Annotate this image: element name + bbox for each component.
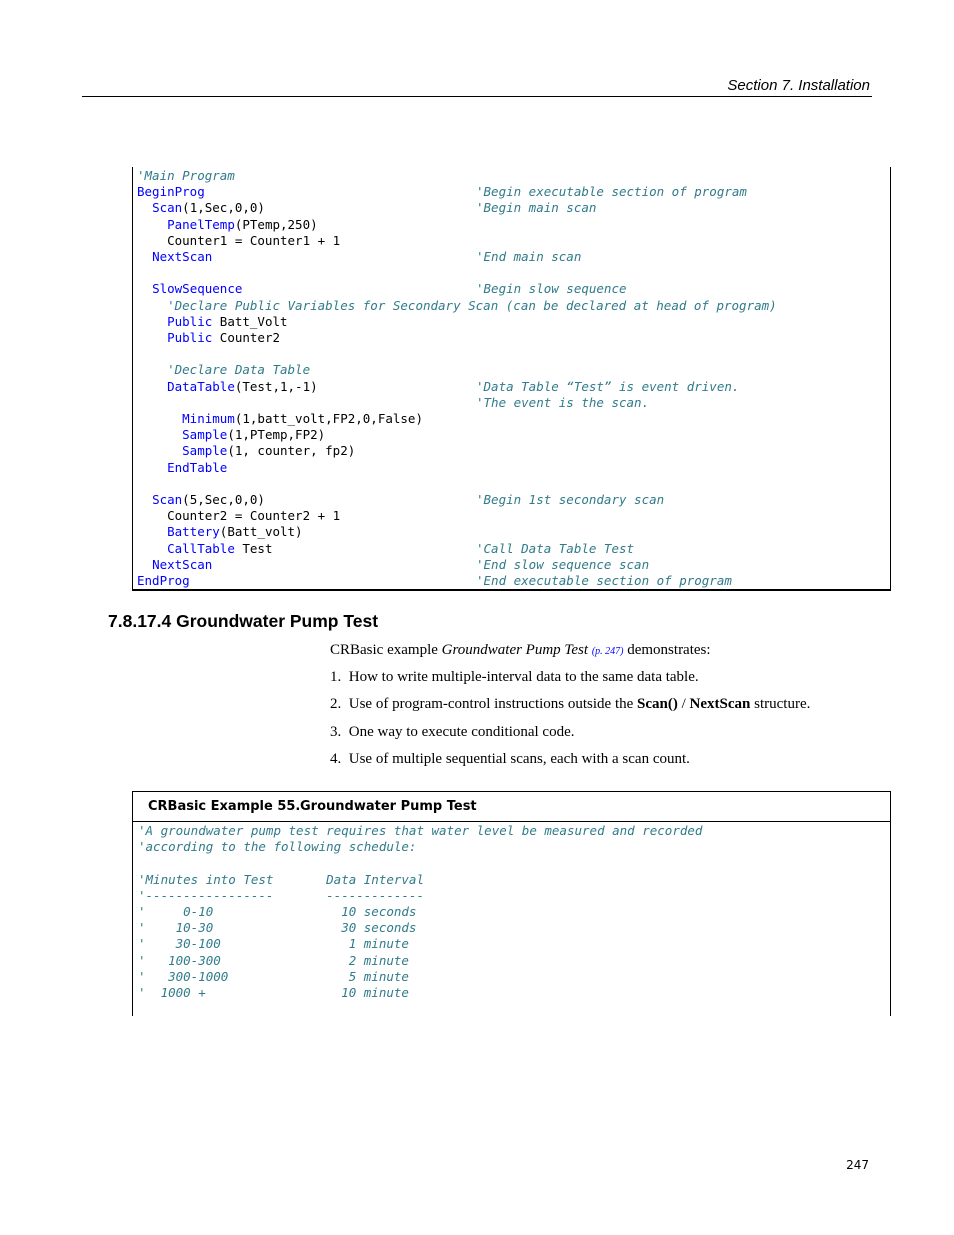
code-text: Counter2 — [212, 330, 280, 345]
code-line — [137, 314, 288, 330]
code-line — [137, 524, 303, 540]
code-keyword: PanelTemp — [167, 216, 235, 232]
code-line — [137, 427, 325, 443]
example-caption — [133, 792, 890, 822]
code-comment: 'Declare Public Variables for Secondary Scan (can be declared at head of program) — [167, 297, 777, 313]
code-text — [137, 314, 167, 329]
code-text — [137, 443, 182, 458]
code-comment: 'End executable section of program — [476, 573, 732, 588]
code-line — [137, 298, 777, 314]
code-text: (PTemp,250) — [234, 216, 318, 232]
code-line — [137, 411, 423, 427]
code-comment-line: 'according to the following schedule: — [138, 839, 417, 855]
code-text — [137, 524, 167, 539]
code-comment: 'End main scan — [476, 249, 582, 264]
code-text — [137, 217, 167, 232]
code-text: (5,Sec,0,0) — [182, 492, 265, 507]
code-text — [137, 249, 152, 264]
code-keyword: Minimum — [182, 411, 235, 426]
code-text: (1,Sec,0,0) — [182, 200, 265, 216]
code-text — [137, 298, 167, 313]
code-listing — [132, 167, 891, 591]
code-line — [137, 233, 340, 249]
code-keyword: CallTable — [167, 540, 235, 556]
intro-paragraph: CRBasic example Groundwater Pump Test (p. 247) demonstrates: — [330, 642, 711, 658]
code-keyword: DataTable — [167, 378, 235, 394]
code-text: Counter2 = Counter2 + 1 — [137, 508, 341, 524]
code-comment: 'The event is the scan. — [476, 394, 650, 410]
code-text: (1, counter, fp2) — [227, 443, 356, 459]
code-text — [137, 379, 167, 394]
code-line — [137, 362, 310, 378]
code-comment-line: ' 30-100 1 minute — [138, 936, 409, 952]
code-line — [137, 184, 205, 200]
code-line — [137, 379, 318, 395]
example-label: CRBasic Example 55. — [148, 799, 301, 814]
code-comment: 'Begin 1st secondary scan — [476, 492, 665, 507]
page-header — [82, 75, 872, 97]
code-comment-line: ' 10-30 30 seconds — [138, 920, 417, 936]
code-comment: 'Begin slow sequence — [476, 281, 627, 297]
code-text: (Batt_volt) — [219, 524, 303, 540]
code-line — [137, 492, 265, 508]
code-text — [137, 411, 182, 426]
code-line — [137, 168, 235, 184]
page-reference-link[interactable]: (p. 247) — [591, 646, 624, 657]
section-title: 7.8.17.4 Groundwater Pump Test — [108, 611, 379, 631]
code-text: Batt_Volt — [212, 313, 288, 329]
code-comment-line: 'Minutes into Test Data Interval — [138, 871, 424, 887]
example-title: Groundwater Pump Test — [300, 799, 477, 814]
code-comment-line: 'A groundwater pump test requires that water level be measured and recorded — [138, 823, 703, 838]
code-text: (1,batt_volt,FP2,0,False) — [234, 411, 423, 426]
code-keyword: Sample — [182, 443, 228, 459]
code-text — [137, 541, 167, 556]
code-text — [137, 362, 167, 377]
code-keyword: NextScan — [152, 249, 213, 264]
code-text — [137, 460, 167, 475]
code-text — [137, 427, 182, 442]
code-text — [137, 200, 152, 215]
code-line — [137, 281, 242, 297]
code-text: (Test,1,-1) — [234, 378, 318, 394]
code-comment: 'Main Program — [137, 168, 235, 183]
list-item: 4. Use of multiple sequential scans, each with a scan count. — [330, 751, 690, 767]
example-code — [138, 823, 888, 1013]
code-line — [137, 249, 212, 265]
code-keyword: Scan — [152, 200, 183, 216]
code-comment: 'Data Table “Test” is event driven. — [476, 378, 740, 394]
example-name: Groundwater Pump Test — [441, 642, 589, 658]
code-comment: 'Begin main scan — [476, 200, 597, 216]
code-line — [137, 217, 318, 233]
code-line — [137, 557, 212, 573]
code-keyword: EndTable — [167, 459, 228, 475]
code-text — [137, 330, 167, 345]
code-line — [137, 573, 190, 589]
code-comment-line: ' 100-300 2 minute — [138, 952, 409, 968]
section-heading: Section 7. Installation — [727, 77, 870, 94]
code-comment: 'Begin executable section of program — [476, 184, 747, 200]
code-comment-line: ' 300-1000 5 minute — [138, 968, 409, 984]
list-item: 3. One way to execute conditional code. — [330, 724, 575, 740]
code-line — [137, 541, 272, 557]
code-keyword: BeginProg — [137, 184, 205, 200]
code-keyword: Battery — [167, 524, 220, 540]
code-line — [137, 330, 280, 346]
code-line — [137, 460, 227, 476]
code-keyword: Public — [167, 330, 213, 345]
code-text — [137, 281, 152, 296]
code-comment-line: ' 0-10 10 seconds — [138, 904, 417, 919]
code-comment: 'Declare Data Table — [167, 362, 311, 378]
code-comment-line: ' 1000 + 10 minute — [138, 985, 409, 1000]
code-text: Counter1 = Counter1 + 1 — [137, 232, 341, 248]
code-keyword: Scan — [152, 492, 183, 507]
code-keyword: SlowSequence — [152, 281, 243, 297]
code-text — [137, 557, 152, 572]
code-line — [137, 508, 340, 524]
code-keyword: NextScan — [152, 556, 213, 572]
page-number: 247 — [846, 1158, 869, 1172]
code-keyword: Sample — [182, 427, 228, 443]
code-text: (1,PTemp,FP2) — [227, 427, 326, 443]
code-keyword: EndProg — [137, 573, 190, 588]
code-comment-line: '----------------- ------------- — [138, 887, 424, 903]
code-line — [137, 200, 265, 216]
list-item: 2. Use of program-control instructions outside the Scan() / NextScan structure. — [330, 696, 811, 712]
code-comment: 'Call Data Table Test — [476, 540, 635, 556]
code-text — [137, 492, 152, 507]
list-item: 1. How to write multiple-interval data to the same data table. — [330, 669, 699, 685]
example-box — [132, 791, 891, 1016]
code-keyword: Public — [167, 313, 213, 329]
code-text: Test — [234, 540, 273, 556]
code-line — [137, 443, 355, 459]
code-comment: 'End slow sequence scan — [476, 556, 650, 572]
